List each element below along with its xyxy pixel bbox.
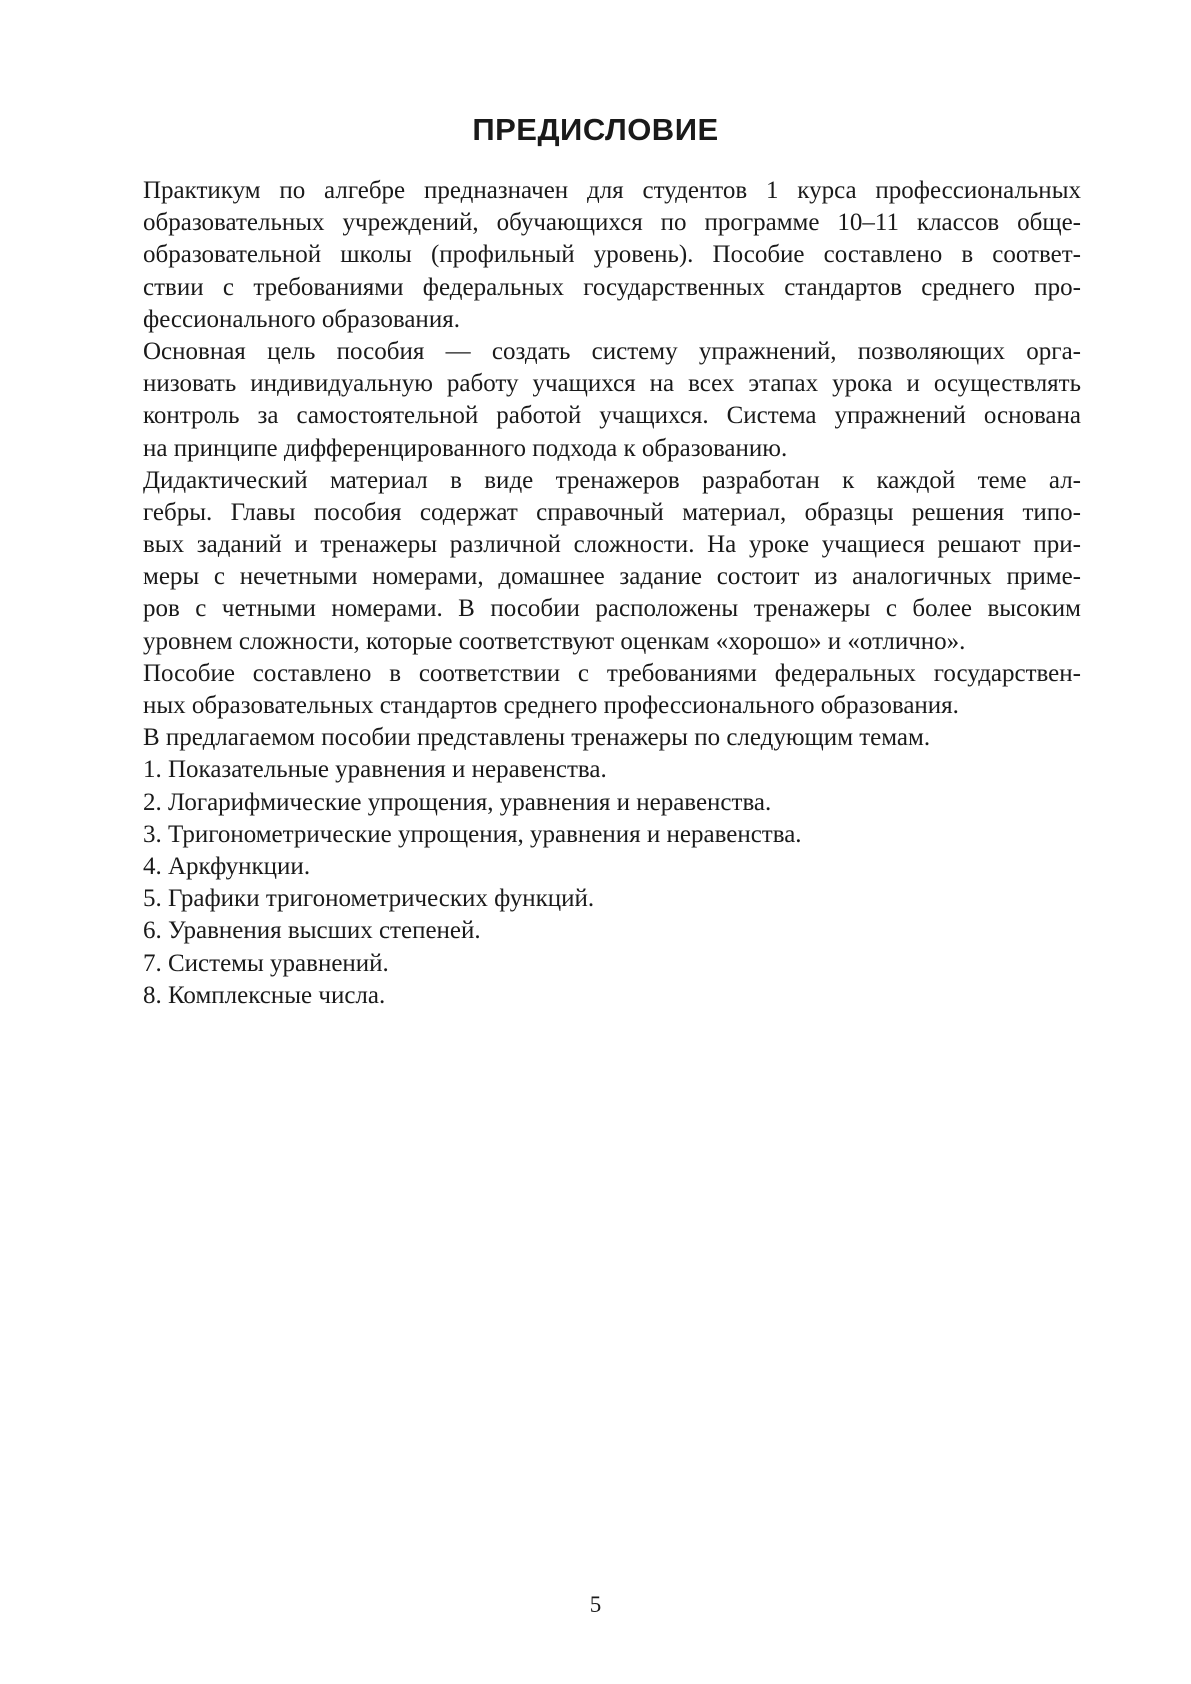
paragraph-line: ров с четными номерами. В пособии расположены тренажеры с более высоким xyxy=(143,595,1081,623)
list-item: 5. Графики тригонометрических функций. xyxy=(143,885,595,913)
paragraph-2 xyxy=(143,336,1081,465)
paragraph-line: образовательной школы (профильный уровень). Пособие составлено в соответ- xyxy=(143,241,1081,269)
preface-body xyxy=(143,175,1081,1012)
paragraph-line: фессионального образования. xyxy=(143,305,460,333)
paragraph-line: Пособие составлено в соответствии с требованиями федеральных государствен- xyxy=(143,659,1081,687)
paragraph-line: гебры. Главы пособия содержат справочный материал, образцы решения типо- xyxy=(143,498,1081,526)
paragraph-line: образовательных учреждений, обучающихся по программе 10–11 классов обще- xyxy=(143,209,1081,237)
paragraph-line: Практикум по алгебре предназначен для студентов 1 курса профессиональных xyxy=(143,177,1081,204)
list-item: 6. Уравнения высших степеней. xyxy=(143,917,481,945)
paragraph-line: ствии с требованиями федеральных государственных стандартов среднего про- xyxy=(143,273,1081,301)
paragraph-line: низовать индивидуальную работу учащихся на всех этапах урока и осуществлять xyxy=(143,370,1081,398)
paragraph-1 xyxy=(143,175,1081,336)
page-number: 5 xyxy=(589,1592,602,1617)
paragraph-5 xyxy=(143,722,1081,754)
list-item: 7. Системы уравнений. xyxy=(143,949,389,977)
paragraph-line: Дидактический материал в виде тренажеров разработан к каждой теме ал- xyxy=(143,466,1081,494)
paragraph-line: на принципе дифференцированного подхода к образованию. xyxy=(143,434,788,462)
paragraph-line: меры с нечетными номерами, домашнее задание состоит из аналогичных приме- xyxy=(143,563,1081,591)
paragraph-3 xyxy=(143,465,1081,658)
paragraph-line: вых заданий и тренажеры различной сложности. На уроке учащиеся решают при- xyxy=(143,531,1081,559)
paragraph-line: контроль за самостоятельной работой учащихся. Система упражнений основана xyxy=(143,402,1081,430)
paragraph-4 xyxy=(143,658,1081,722)
list-item: 8. Комплексные числа. xyxy=(143,981,386,1009)
paragraph-line: ных образовательных стандартов среднего профессионального образования. xyxy=(143,692,959,719)
list-item: 3. Тригонометрические упрощения, уравнения и неравенства. xyxy=(143,820,802,848)
topics-list xyxy=(143,754,1081,1012)
paragraph-line: В предлагаемом пособии представлены тренажеры по следующим темам. xyxy=(143,724,931,752)
paragraph-line: уровнем сложности, которые соответствуют оценкам «хорошо» и «отлично». xyxy=(143,627,966,655)
paragraph-line: Основная цель пособия — создать систему упражнений, позволяющих орга- xyxy=(143,337,1081,365)
page-title: ПРЕДИСЛОВИЕ xyxy=(472,112,719,147)
list-item: 2. Логарифмические упрощения, уравнения и неравенства. xyxy=(143,788,772,816)
list-item: 4. Аркфункции. xyxy=(143,852,311,880)
list-item: 1. Показательные уравнения и неравенства. xyxy=(143,756,607,784)
